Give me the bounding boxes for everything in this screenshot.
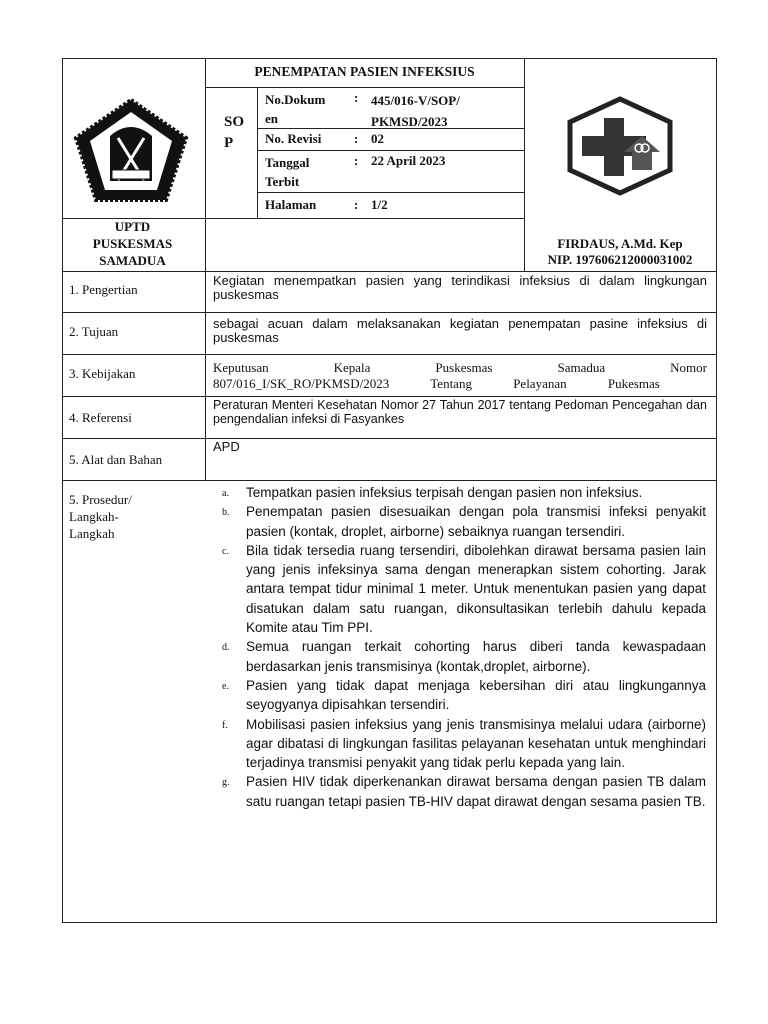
section-label-referensi: 4. Referensi <box>69 410 132 425</box>
field-separator: : <box>354 153 359 168</box>
field-label: No. Revisi <box>265 131 322 146</box>
section-label-prosedur: 5. Prosedur/ Langkah-Langkah <box>69 492 132 541</box>
section-text-kebijakan: Keputusan Kepala Puskesmas Samadua Nomor 807/016_I/SK_RO/PKMSD/2023 Tentang Pelayanan Pukesmas <box>213 360 707 391</box>
step-text: Penempatan pasien disesuaikan dengan pola transmisi infeksi penyakit pasien (kontak, droplet, airborne) sebaiknya ruangan tersendiri. <box>246 504 706 539</box>
step-marker: a. <box>222 488 229 499</box>
procedure-step <box>222 637 706 676</box>
regency-emblem-logo <box>72 96 190 204</box>
field-label: No.Dokum en <box>265 92 326 126</box>
procedure-step <box>222 715 706 773</box>
field-separator: : <box>354 131 359 146</box>
step-marker: d. <box>222 642 230 654</box>
sop-label: SO P <box>224 114 245 151</box>
field-separator: : <box>354 90 359 105</box>
issue-date: 22 April 2023 <box>371 153 446 168</box>
document-number: 445/016-V/SOP/ PKMSD/2023 <box>371 93 460 129</box>
step-text: Mobilisasi pasien infeksius yang jenis transmisinya melalui udara (airborne) agar dibatasi di lingkungan fasilitas pelayanan kesehatan untuk menghindari terjadinya transmisi penyakit yang tidak perlu kepada yang lain. <box>246 716 706 771</box>
puskesmas-logo <box>566 96 674 196</box>
step-text: Tempatkan pasien infeksius terpisah dengan pasien non infeksius. <box>246 485 643 500</box>
section-text-pengertian: Kegiatan menempatkan pasien yang terindikasi infeksius di dalam lingkungan puskesmas <box>213 273 707 302</box>
section-label-kebijakan: 3. Kebijakan <box>69 366 136 381</box>
step-marker: e. <box>222 680 229 692</box>
step-marker: b. <box>222 507 230 519</box>
step-text: Bila tidak tersedia ruang tersendiri, dibolehkan dirawat bersama pasien lain yang jenis infeksinya sama dengan menerapkan sistem cohorting. Jarak antara tempat tidur minimal 1 meter. Untuk menentukan pasien yang dapat disatukan dalam satu ruangan, dikonsultasikan terlebih dahulu kepada Komite atau Tim PPI. <box>246 542 706 636</box>
signer-nip: NIP. 197606212000031002 <box>547 252 693 267</box>
step-marker: g. <box>222 777 230 789</box>
page-number: 1/2 <box>371 197 388 212</box>
document-title: PENEMPATAN PASIEN INFEKSIUS <box>254 64 475 79</box>
section-label-pengertian: 1. Pengertian <box>69 282 138 297</box>
step-text: Semua ruangan terkait cohorting harus diberi tanda kewaspadaan berdasarkan jenis transmisinya (kontak,droplet, airborne). <box>246 639 706 674</box>
procedure-step <box>222 541 706 637</box>
revision-number: 02 <box>371 131 384 146</box>
step-text: Pasien yang tidak dapat menjaga kebersihan diri atau lingkungannya seyogyanya dipisahkan tersendiri. <box>246 677 706 713</box>
procedure-step <box>222 772 706 811</box>
step-marker: f. <box>222 719 228 731</box>
step-marker: c. <box>222 545 229 557</box>
section-text-alat: APD <box>213 439 240 454</box>
field-label: Tanggal Terbit <box>265 155 310 189</box>
section-label-tujuan: 2. Tujuan <box>69 324 119 339</box>
section-text-referensi: Peraturan Menteri Kesehatan Nomor 27 Tahun 2017 tentang Pedoman Pencegahan dan pengendalian infeksi di Fasyankes <box>213 398 707 426</box>
procedure-step <box>222 502 706 541</box>
procedure-step <box>222 676 706 715</box>
field-label: Halaman <box>265 197 317 212</box>
signer-name: FIRDAUS, A.Md. Kep <box>557 236 683 251</box>
section-text-tujuan: sebagai acuan dalam melaksanakan kegiatan penempatan pasine infeksius di puskesmas <box>213 316 707 345</box>
step-text: Pasien HIV tidak diperkenankan dirawat bersama dengan pasien TB dalam satu ruangan tetapi pasien TB-HIV dapat dirawat dengan sesama pasien TB. <box>246 774 706 809</box>
organization-name: UPTD PUSKESMAS SAMADUA <box>92 219 173 268</box>
procedure-list <box>222 483 706 811</box>
procedure-step <box>222 483 706 502</box>
field-separator: : <box>354 197 359 212</box>
section-label-alat: 5. Alat dan Bahan <box>69 452 163 467</box>
